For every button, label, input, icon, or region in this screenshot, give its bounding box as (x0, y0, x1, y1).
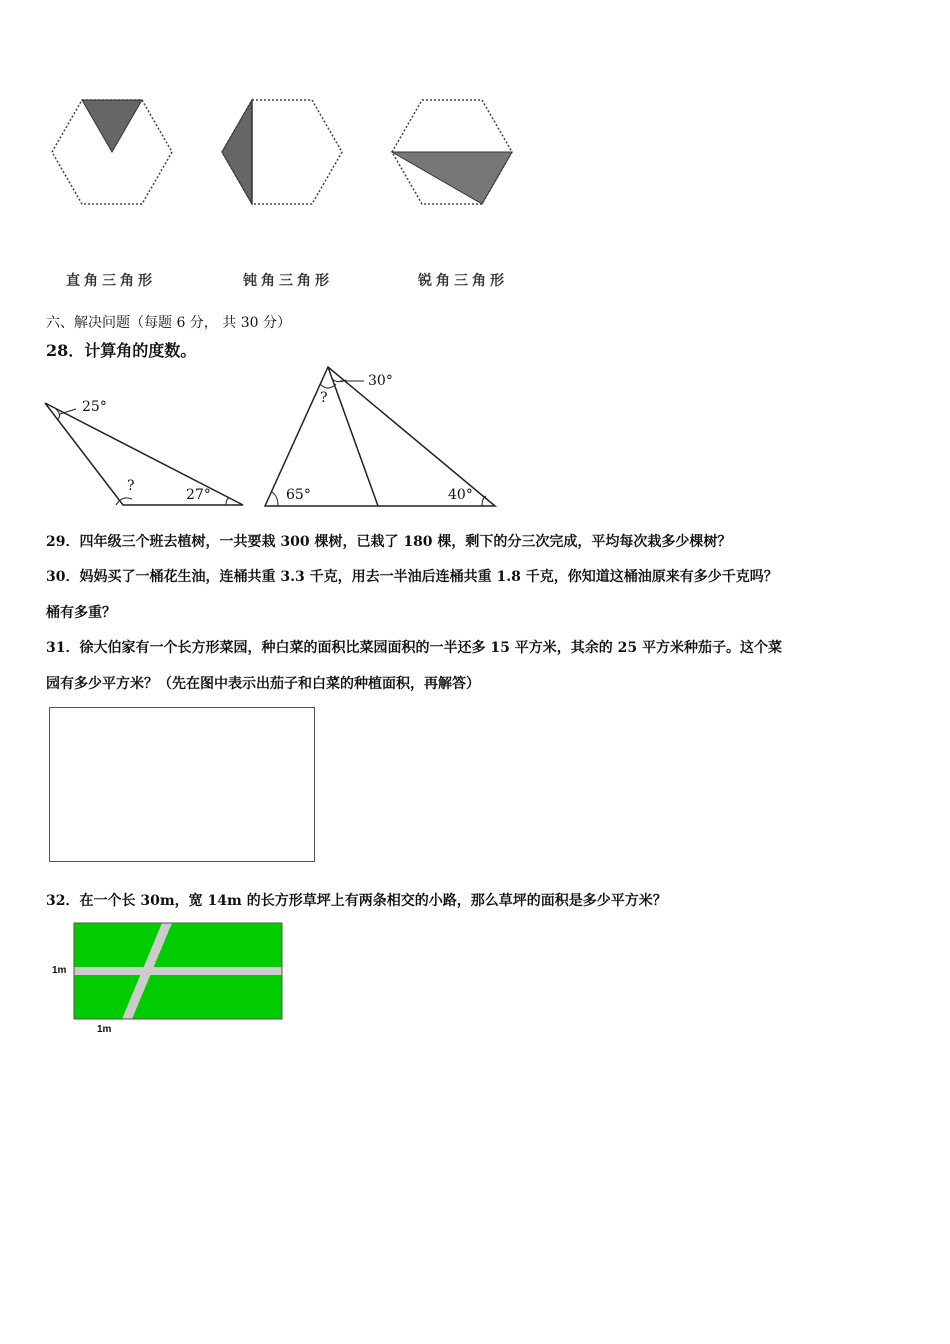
path-width-label-horizontal: 1m (52, 965, 67, 976)
horizontal-path (74, 967, 282, 975)
question-28: 28．计算角的度数。 (46, 341, 197, 360)
lawn-diagram (74, 923, 284, 1021)
question-31-line1: 31．徐大伯家有一个长方形菜园，种白菜的面积比菜园面积的一半还多 15 平方米，其余的 25 平方米种茄子。这个菜 (46, 640, 782, 656)
path-width-label-vertical: 1m (97, 1024, 112, 1035)
question-30-line1: 30．妈妈买了一桶花生油，连桶共重 3.3 千克，用去一半油后连桶共重 1.8 千克，你知道这桶油原来有多少千克吗？ (46, 569, 778, 585)
hexagon-obtuse-triangle-figure (220, 98, 345, 208)
question-30-line2: 桶有多重？ (46, 605, 116, 621)
hexagon-acute-triangle-figure (390, 98, 515, 208)
triangle-figure-1 (40, 395, 250, 510)
fig1-angle-unknown: ? (127, 478, 135, 494)
fig1-angle-top: 25° (82, 399, 107, 415)
caption-obtuse-triangle: 钝角三角形 (243, 273, 333, 289)
caption-right-triangle: 直角三角形 (66, 273, 156, 289)
fig2-angle-unknown: ? (320, 390, 328, 406)
caption-acute-triangle: 锐角三角形 (418, 273, 508, 289)
fig1-angle-right: 27° (186, 487, 211, 503)
question-29: 29．四年级三个班去植树，一共要栽 300 棵树，已栽了 180 棵，剩下的分三次完成，平均每次栽多少棵树？ (46, 534, 732, 550)
section-title: 六、解决问题（每题 6 分， 共 30 分） (46, 315, 291, 331)
fig2-angle-left: 65° (286, 487, 311, 503)
garden-rectangle (49, 707, 315, 862)
question-31-line2: 园有多少平方米？（先在图中表示出茄子和白菜的种植面积，再解答） (46, 676, 480, 692)
question-32: 32．在一个长 30m，宽 14m 的长方形草坪上有两条相交的小路，那么草坪的面积是多少平方米？ (46, 893, 667, 909)
hexagon-right-triangle-figure (50, 98, 175, 208)
fig2-angle-right: 40° (448, 487, 473, 503)
fig2-angle-top: 30° (368, 373, 393, 389)
